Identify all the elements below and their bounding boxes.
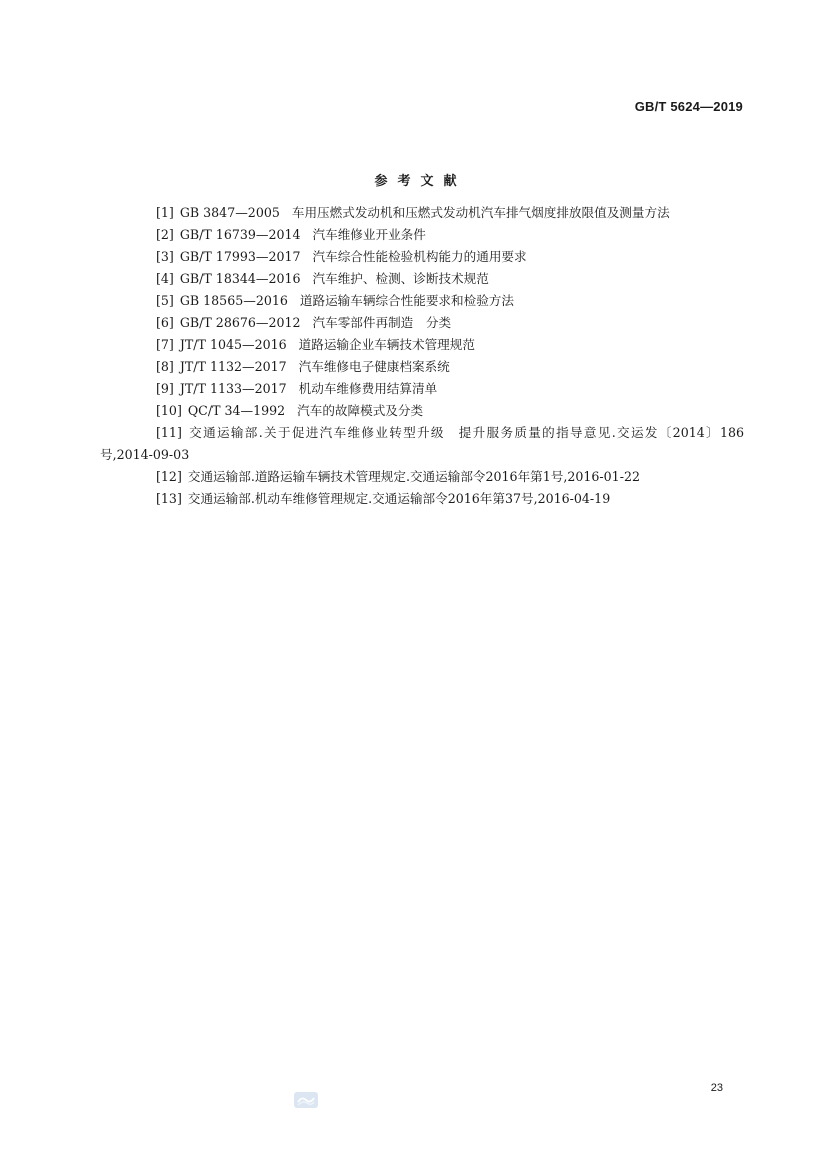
- reference-title: 交通运输部.机动车维修管理规定.交通运输部令2016年第37号,2016-04-19: [187, 491, 611, 506]
- reference-list: [100, 202, 744, 510]
- reference-item: [100, 488, 744, 510]
- reference-title: 汽车的故障模式及分类: [297, 403, 424, 418]
- sac-logo-icon: [293, 1090, 319, 1110]
- reference-code: GB/T 17993—2017: [179, 249, 301, 264]
- reference-number: [2]: [156, 227, 174, 242]
- reference-code: GB 18565—2016: [179, 293, 288, 308]
- page-number: 23: [710, 1082, 723, 1094]
- reference-title: 道路运输车辆综合性能要求和检验方法: [299, 293, 514, 308]
- reference-item: [100, 356, 744, 378]
- reference-code: GB/T 28676—2012: [179, 315, 301, 330]
- reference-title: 汽车维护、检测、诊断技术规范: [312, 271, 489, 286]
- reference-title: 交通运输部.关于促进汽车维修业转型升级 提升服务质量的指导意见.交运发〔2014〕186号,2014-09-03: [100, 425, 744, 462]
- reference-item: [100, 202, 744, 224]
- reference-title: 汽车维修业开业条件: [312, 227, 426, 242]
- reference-code: GB/T 18344—2016: [179, 271, 301, 286]
- reference-title: 车用压燃式发动机和压燃式发动机汽车排气烟度排放限值及测量方法: [291, 205, 670, 220]
- reference-number: [4]: [156, 271, 174, 286]
- reference-code: JT/T 1045—2016: [179, 337, 287, 352]
- reference-title: 汽车综合性能检验机构能力的通用要求: [312, 249, 527, 264]
- reference-item: [100, 466, 744, 488]
- standard-code: GB/T 5624—2019: [634, 99, 743, 114]
- reference-title: 机动车维修费用结算清单: [298, 381, 438, 396]
- reference-title: 道路运输企业车辆技术管理规范: [298, 337, 475, 352]
- reference-item: [100, 290, 744, 312]
- reference-number: [5]: [156, 293, 174, 308]
- reference-title: 汽车维修电子健康档案系统: [298, 359, 450, 374]
- reference-code: JT/T 1132—2017: [179, 359, 287, 374]
- reference-number: [13]: [156, 491, 182, 506]
- section-title: 参考文献: [374, 174, 467, 189]
- reference-number: [3]: [156, 249, 174, 264]
- reference-item: [100, 268, 744, 290]
- reference-item: [100, 422, 744, 466]
- reference-item: [100, 224, 744, 246]
- reference-item: [100, 312, 744, 334]
- reference-item: [100, 378, 744, 400]
- reference-item: [100, 334, 744, 356]
- reference-code: GB/T 16739—2014: [179, 227, 301, 242]
- reference-code: GB 3847—2005: [179, 205, 280, 220]
- reference-title: 汽车零部件再制造 分类: [312, 315, 452, 330]
- reference-number: [12]: [156, 469, 182, 484]
- reference-item: [100, 400, 744, 422]
- reference-code: QC/T 34—1992: [187, 403, 286, 418]
- reference-item: [100, 246, 744, 268]
- reference-number: [9]: [156, 381, 174, 396]
- reference-code: JT/T 1133—2017: [179, 381, 287, 396]
- reference-title: 交通运输部.道路运输车辆技术管理规定.交通运输部令2016年第1号,2016-01-22: [187, 469, 640, 484]
- reference-number: [6]: [156, 315, 174, 330]
- reference-number: [8]: [156, 359, 174, 374]
- reference-number: [7]: [156, 337, 174, 352]
- reference-number: [11]: [156, 425, 182, 440]
- reference-number: [10]: [156, 403, 182, 418]
- reference-number: [1]: [156, 205, 174, 220]
